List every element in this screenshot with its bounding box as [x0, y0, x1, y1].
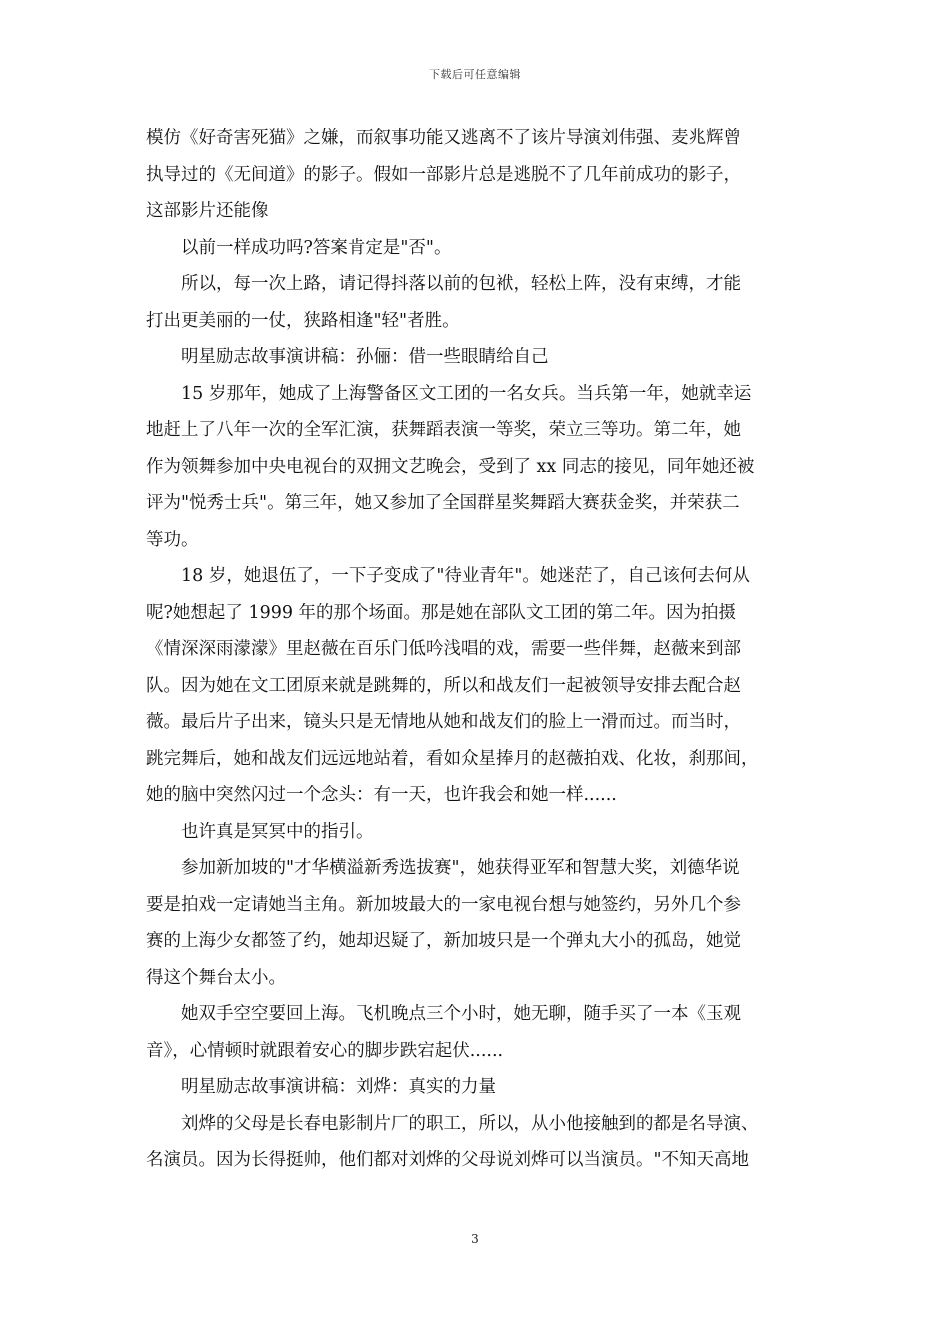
text-line: 明星励志故事演讲稿：刘烨：真实的力量	[181, 1077, 496, 1097]
paragraph	[146, 996, 806, 1069]
text-line: 18 岁，她退伍了，一下子变成了"待业青年"。她迷茫了，自己该何去何从	[181, 566, 750, 586]
text-line: 评为"悦秀士兵"。第三年，她又参加了全国群星奖舞蹈大赛获金奖，并荣获二	[146, 493, 740, 513]
text-line: 刘烨的父母是长春电影制片厂的职工，所以，从小他接触到的都是名导演、	[181, 1113, 759, 1134]
text-line: 赛的上海少女都签了约，她却迟疑了，新加坡只是一个弹丸大小的孤岛，她觉	[146, 931, 741, 951]
text-line: 名演员。因为长得挺帅，他们都对刘烨的父母说刘烨可以当演员。"不知天高地	[146, 1150, 750, 1170]
paragraph	[146, 266, 806, 339]
paragraph	[146, 376, 806, 559]
paragraph	[146, 1069, 806, 1106]
text-line: 也许真是冥冥中的指引。	[181, 821, 374, 842]
text-line: 呢?她想起了 1999 年的那个场面。那是她在部队文工团的第二年。因为拍摄	[146, 602, 737, 623]
text-line: 《情深深雨濛濛》里赵薇在百乐门低吟浅唱的戏，需要一些伴舞，赵薇来到部	[146, 639, 741, 659]
text-line: 参加新加坡的"才华横溢新秀选拔赛"，她获得亚军和智慧大奖，刘德华说	[181, 858, 740, 878]
paragraph	[146, 850, 806, 996]
text-line: 她的脑中突然闪过一个念头：有一天，也许我会和她一样......	[146, 785, 617, 805]
text-line: 这部影片还能像	[146, 201, 269, 221]
text-line: 音》，心情顿时就跟着安心的脚步跌宕起伏......	[146, 1040, 504, 1061]
paragraph	[146, 120, 806, 230]
text-line: 所以，每一次上路，请记得抖落以前的包袱，轻松上阵，没有束缚，才能	[181, 274, 741, 294]
paragraph	[146, 339, 806, 376]
text-line: 得这个舞台太小。	[146, 967, 286, 988]
text-line: 明星励志故事演讲稿：孙俪：借一些眼睛给自己	[181, 347, 549, 367]
paragraph	[146, 558, 806, 814]
text-line: 以前一样成功吗?答案肯定是"否"。	[181, 237, 452, 258]
page-number: 3	[471, 1232, 479, 1246]
text-line: 跳完舞后，她和战友们远远地站着，看如众星捧月的赵薇拍戏、化妆，刹那间，	[146, 748, 759, 769]
text-line: 要是拍戏一定请她当主角。新加坡最大的一家电视台想与她签约，另外几个参	[146, 894, 741, 915]
text-line: 模仿《好奇害死猫》之嫌，而叙事功能又逃离不了该片导演刘伟强、麦兆辉曾	[146, 128, 741, 148]
text-line: 执导过的《无间道》的影子。假如一部影片总是逃脱不了几年前成功的影子，	[146, 164, 741, 185]
text-line: 地赶上了八年一次的全军汇演，获舞蹈表演一等奖，荣立三等功。第二年，她	[146, 420, 741, 440]
paragraph	[146, 230, 806, 267]
document-body	[146, 120, 806, 1179]
text-line: 队。因为她在文工团原来就是跳舞的，所以和战友们一起被领导安排去配合赵	[146, 675, 741, 696]
text-line: 薇。最后片子出来，镜头只是无情地从她和战友们的脸上一滑而过。而当时，	[146, 712, 741, 732]
text-line: 等功。	[146, 529, 199, 550]
text-line: 作为领舞参加中央电视台的双拥文艺晚会，受到了 xx 同志的接见，同年她还被	[146, 456, 755, 477]
text-line: 打出更美丽的一仗，狭路相逢"轻"者胜。	[146, 310, 460, 331]
page-header: 下载后可任意编辑	[429, 68, 521, 81]
text-line: 她双手空空要回上海。飞机晚点三个小时，她无聊，随手买了一本《玉观	[181, 1004, 741, 1024]
paragraph	[146, 1106, 806, 1179]
text-line: 15 岁那年，她成了上海警备区文工团的一名女兵。当兵第一年，她就幸运	[181, 383, 752, 404]
paragraph	[146, 814, 806, 851]
